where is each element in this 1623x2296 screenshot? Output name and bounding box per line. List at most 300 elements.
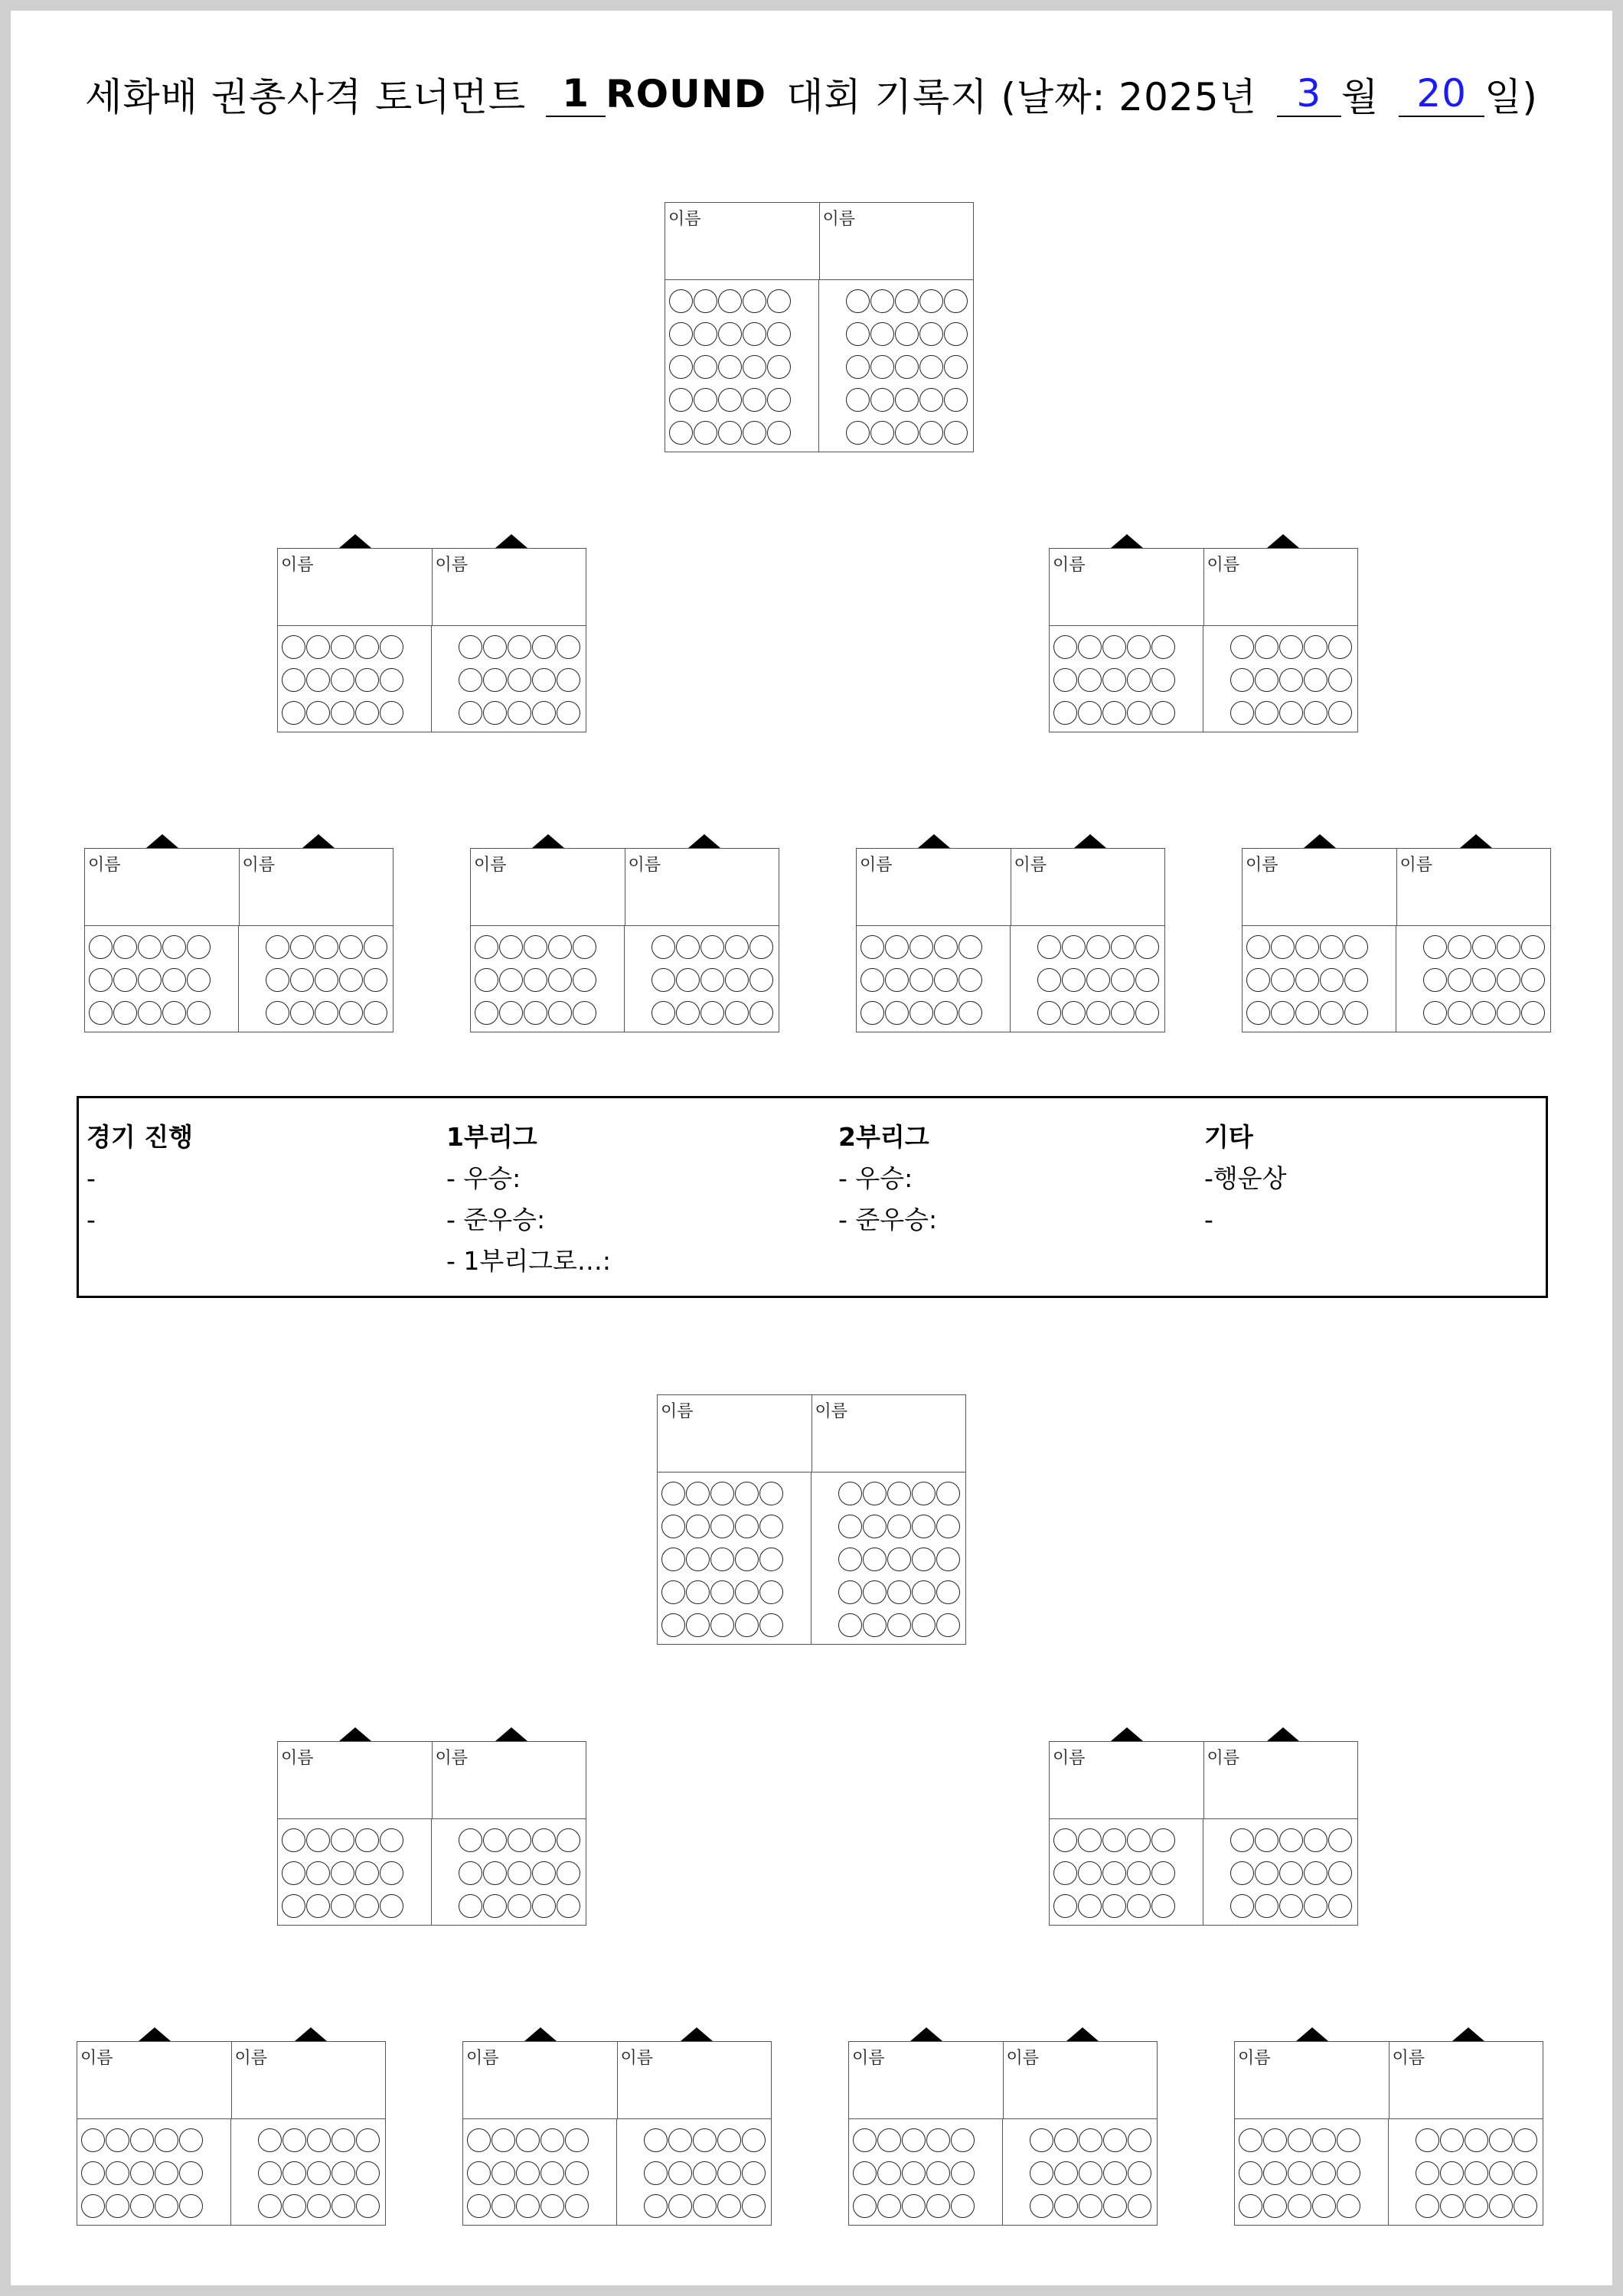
- shot-circle[interactable]: [912, 1580, 936, 1604]
- shot-circle[interactable]: [380, 1828, 403, 1852]
- shot-circle[interactable]: [919, 355, 943, 379]
- shot-circle[interactable]: [1053, 1861, 1077, 1885]
- shot-circle[interactable]: [557, 1894, 580, 1918]
- shot-circle[interactable]: [356, 2128, 380, 2152]
- shot-circle[interactable]: [676, 968, 700, 992]
- shot-circle[interactable]: [735, 1580, 759, 1604]
- shot-circle[interactable]: [958, 968, 982, 992]
- shot-circle[interactable]: [1255, 668, 1278, 692]
- shot-circle[interactable]: [1127, 701, 1151, 725]
- shot-circle[interactable]: [483, 1828, 507, 1852]
- shot-circle[interactable]: [187, 968, 211, 992]
- shot-circle[interactable]: [540, 2128, 564, 2152]
- shot-circle[interactable]: [1037, 1001, 1061, 1025]
- shot-circle[interactable]: [1304, 668, 1327, 692]
- shot-circle[interactable]: [331, 2128, 355, 2152]
- shot-circle[interactable]: [1288, 2128, 1311, 2152]
- shot-circle[interactable]: [725, 1001, 749, 1025]
- shot-circle[interactable]: [1239, 2161, 1262, 2185]
- shot-circle[interactable]: [1472, 968, 1496, 992]
- shot-circle[interactable]: [306, 1894, 330, 1918]
- player-name-field[interactable]: 이름: [1053, 556, 1086, 575]
- shot-circle[interactable]: [331, 2194, 355, 2218]
- player-name-field[interactable]: 이름: [625, 849, 779, 925]
- shot-circle[interactable]: [532, 668, 556, 692]
- shot-circle[interactable]: [710, 1548, 734, 1571]
- player-name-field[interactable]: 이름: [668, 210, 701, 229]
- player-name-field[interactable]: 이름: [852, 2049, 885, 2068]
- player-name-field[interactable]: 이름: [1053, 1749, 1086, 1768]
- shot-circle[interactable]: [1263, 2161, 1287, 2185]
- shot-circle[interactable]: [380, 1894, 403, 1918]
- shot-circle[interactable]: [1128, 2194, 1151, 2218]
- shot-circle[interactable]: [838, 1613, 862, 1637]
- shot-circle[interactable]: [532, 1828, 556, 1852]
- shot-circle[interactable]: [1230, 635, 1254, 659]
- shot-circle[interactable]: [912, 1548, 936, 1571]
- shot-circle[interactable]: [290, 935, 314, 959]
- shot-circle[interactable]: [548, 1001, 572, 1025]
- shot-circle[interactable]: [870, 388, 894, 412]
- shot-circle[interactable]: [339, 1001, 363, 1025]
- shot-circle[interactable]: [1053, 1828, 1077, 1852]
- shot-circle[interactable]: [686, 1482, 710, 1505]
- shot-circle[interactable]: [694, 355, 717, 379]
- shot-circle[interactable]: [306, 701, 330, 725]
- shot-circle[interactable]: [846, 322, 870, 346]
- shot-circle[interactable]: [306, 635, 330, 659]
- shot-circle[interactable]: [1465, 2194, 1488, 2218]
- player-name-field[interactable]: 이름: [860, 856, 893, 875]
- shot-circle[interactable]: [1239, 2194, 1262, 2218]
- shot-circle[interactable]: [331, 635, 354, 659]
- shot-circle[interactable]: [179, 2194, 203, 2218]
- shot-circle[interactable]: [459, 1828, 482, 1852]
- player-name-field[interactable]: 이름: [1203, 1742, 1358, 1818]
- shot-circle[interactable]: [1328, 701, 1352, 725]
- shot-circle[interactable]: [1127, 1894, 1151, 1918]
- shot-circle[interactable]: [936, 1580, 960, 1604]
- shot-circle[interactable]: [951, 2161, 975, 2185]
- shot-circle[interactable]: [863, 1548, 887, 1571]
- shot-circle[interactable]: [282, 635, 305, 659]
- shot-circle[interactable]: [162, 935, 186, 959]
- shot-circle[interactable]: [710, 1613, 734, 1637]
- shot-circle[interactable]: [1030, 2194, 1053, 2218]
- shot-circle[interactable]: [887, 1548, 911, 1571]
- shot-circle[interactable]: [676, 935, 700, 959]
- shot-circle[interactable]: [717, 2128, 741, 2152]
- shot-circle[interactable]: [89, 935, 113, 959]
- shot-circle[interactable]: [926, 2128, 950, 2152]
- shot-circle[interactable]: [1128, 2128, 1151, 2152]
- shot-circle[interactable]: [693, 2128, 717, 2152]
- shot-circle[interactable]: [516, 2128, 540, 2152]
- shot-circle[interactable]: [718, 322, 742, 346]
- shot-circle[interactable]: [767, 355, 791, 379]
- shot-circle[interactable]: [759, 1548, 783, 1571]
- shot-circle[interactable]: [644, 2161, 668, 2185]
- shot-circle[interactable]: [1053, 701, 1077, 725]
- shot-circle[interactable]: [749, 935, 773, 959]
- shot-circle[interactable]: [1127, 635, 1151, 659]
- shot-circle[interactable]: [1230, 701, 1254, 725]
- shot-circle[interactable]: [565, 2194, 589, 2218]
- shot-circle[interactable]: [669, 289, 693, 313]
- shot-circle[interactable]: [944, 355, 968, 379]
- player-name-field[interactable]: 이름: [88, 856, 121, 875]
- shot-circle[interactable]: [742, 2128, 766, 2152]
- shot-circle[interactable]: [1135, 935, 1159, 959]
- shot-circle[interactable]: [743, 322, 766, 346]
- shot-circle[interactable]: [1239, 2128, 1262, 2152]
- player-name-field[interactable]: 이름: [432, 1742, 586, 1818]
- shot-circle[interactable]: [315, 1001, 338, 1025]
- player-name-field[interactable]: 이름: [819, 203, 974, 279]
- shot-circle[interactable]: [282, 2161, 306, 2185]
- shot-circle[interactable]: [1246, 935, 1270, 959]
- shot-circle[interactable]: [694, 421, 717, 445]
- shot-circle[interactable]: [306, 1861, 330, 1885]
- shot-circle[interactable]: [138, 1001, 162, 1025]
- shot-circle[interactable]: [902, 2161, 926, 2185]
- shot-circle[interactable]: [1465, 2128, 1488, 2152]
- shot-circle[interactable]: [1521, 935, 1545, 959]
- shot-circle[interactable]: [355, 1828, 379, 1852]
- shot-circle[interactable]: [749, 1001, 773, 1025]
- shot-circle[interactable]: [1328, 1828, 1352, 1852]
- shot-circle[interactable]: [1230, 1894, 1254, 1918]
- shot-circle[interactable]: [1102, 668, 1126, 692]
- shot-circle[interactable]: [1304, 1828, 1327, 1852]
- shot-circle[interactable]: [331, 668, 354, 692]
- shot-circle[interactable]: [1151, 1894, 1175, 1918]
- shot-circle[interactable]: [380, 635, 403, 659]
- shot-circle[interactable]: [838, 1580, 862, 1604]
- shot-circle[interactable]: [1472, 1001, 1496, 1025]
- shot-circle[interactable]: [364, 1001, 387, 1025]
- shot-circle[interactable]: [258, 2161, 282, 2185]
- shot-circle[interactable]: [912, 1482, 936, 1505]
- shot-circle[interactable]: [282, 1861, 305, 1885]
- shot-circle[interactable]: [1230, 1828, 1254, 1852]
- shot-circle[interactable]: [885, 968, 909, 992]
- shot-circle[interactable]: [315, 935, 338, 959]
- shot-circle[interactable]: [130, 2128, 154, 2152]
- shot-circle[interactable]: [106, 2128, 129, 2152]
- shot-circle[interactable]: [266, 968, 289, 992]
- shot-circle[interactable]: [870, 289, 894, 313]
- shot-circle[interactable]: [459, 635, 482, 659]
- shot-circle[interactable]: [1312, 2128, 1336, 2152]
- shot-circle[interactable]: [1328, 1894, 1352, 1918]
- shot-circle[interactable]: [668, 2161, 692, 2185]
- shot-circle[interactable]: [661, 1613, 685, 1637]
- shot-circle[interactable]: [870, 322, 894, 346]
- player-name-field[interactable]: 이름: [1238, 2049, 1271, 2068]
- shot-circle[interactable]: [1344, 935, 1368, 959]
- shot-circle[interactable]: [516, 2161, 540, 2185]
- shot-circle[interactable]: [1279, 701, 1303, 725]
- shot-circle[interactable]: [912, 1515, 936, 1538]
- shot-circle[interactable]: [1078, 1828, 1102, 1852]
- shot-circle[interactable]: [557, 1861, 580, 1885]
- shot-circle[interactable]: [668, 2194, 692, 2218]
- shot-circle[interactable]: [138, 935, 162, 959]
- shot-circle[interactable]: [936, 1613, 960, 1637]
- shot-circle[interactable]: [661, 1515, 685, 1538]
- shot-circle[interactable]: [877, 2161, 901, 2185]
- player-name-field[interactable]: 이름: [1203, 549, 1358, 625]
- shot-circle[interactable]: [909, 935, 933, 959]
- shot-circle[interactable]: [1079, 2128, 1102, 2152]
- shot-circle[interactable]: [1078, 635, 1102, 659]
- shot-circle[interactable]: [282, 668, 305, 692]
- shot-circle[interactable]: [306, 668, 330, 692]
- shot-circle[interactable]: [573, 968, 596, 992]
- shot-circle[interactable]: [863, 1482, 887, 1505]
- shot-circle[interactable]: [532, 1894, 556, 1918]
- shot-circle[interactable]: [863, 1515, 887, 1538]
- shot-circle[interactable]: [508, 701, 531, 725]
- shot-circle[interactable]: [179, 2161, 203, 2185]
- shot-circle[interactable]: [735, 1515, 759, 1538]
- shot-circle[interactable]: [887, 1613, 911, 1637]
- shot-circle[interactable]: [743, 388, 766, 412]
- shot-circle[interactable]: [1489, 2194, 1513, 2218]
- shot-circle[interactable]: [565, 2128, 589, 2152]
- shot-circle[interactable]: [1030, 2161, 1053, 2185]
- shot-circle[interactable]: [1320, 1001, 1344, 1025]
- shot-circle[interactable]: [936, 1482, 960, 1505]
- shot-circle[interactable]: [1271, 968, 1295, 992]
- shot-circle[interactable]: [179, 2128, 203, 2152]
- player-name-field[interactable]: 이름: [281, 1749, 314, 1768]
- shot-circle[interactable]: [1127, 1828, 1151, 1852]
- shot-circle[interactable]: [557, 1828, 580, 1852]
- shot-circle[interactable]: [1135, 1001, 1159, 1025]
- shot-circle[interactable]: [491, 2128, 515, 2152]
- shot-circle[interactable]: [81, 2128, 105, 2152]
- shot-circle[interactable]: [1423, 968, 1447, 992]
- shot-circle[interactable]: [735, 1482, 759, 1505]
- shot-circle[interactable]: [532, 701, 556, 725]
- shot-circle[interactable]: [258, 2194, 282, 2218]
- shot-circle[interactable]: [895, 388, 919, 412]
- shot-circle[interactable]: [459, 668, 482, 692]
- shot-circle[interactable]: [524, 968, 547, 992]
- shot-circle[interactable]: [1263, 2194, 1287, 2218]
- shot-circle[interactable]: [1151, 1861, 1175, 1885]
- shot-circle[interactable]: [718, 289, 742, 313]
- shot-circle[interactable]: [508, 635, 531, 659]
- shot-circle[interactable]: [1440, 2161, 1464, 2185]
- shot-circle[interactable]: [1102, 635, 1126, 659]
- shot-circle[interactable]: [1079, 2194, 1102, 2218]
- shot-circle[interactable]: [686, 1613, 710, 1637]
- shot-circle[interactable]: [364, 935, 387, 959]
- shot-circle[interactable]: [282, 2194, 306, 2218]
- shot-circle[interactable]: [499, 968, 523, 992]
- shot-circle[interactable]: [1416, 2194, 1439, 2218]
- shot-circle[interactable]: [718, 355, 742, 379]
- shot-circle[interactable]: [951, 2128, 975, 2152]
- shot-circle[interactable]: [863, 1613, 887, 1637]
- shot-circle[interactable]: [573, 935, 596, 959]
- shot-circle[interactable]: [919, 322, 943, 346]
- shot-circle[interactable]: [540, 2194, 564, 2218]
- shot-circle[interactable]: [944, 322, 968, 346]
- shot-circle[interactable]: [902, 2128, 926, 2152]
- shot-circle[interactable]: [838, 1515, 862, 1538]
- shot-circle[interactable]: [1304, 1894, 1327, 1918]
- shot-circle[interactable]: [1079, 2161, 1102, 2185]
- shot-circle[interactable]: [290, 968, 314, 992]
- shot-circle[interactable]: [1111, 1001, 1135, 1025]
- shot-circle[interactable]: [694, 289, 717, 313]
- shot-circle[interactable]: [1521, 968, 1545, 992]
- shot-circle[interactable]: [106, 2194, 129, 2218]
- shot-circle[interactable]: [1037, 935, 1061, 959]
- shot-circle[interactable]: [700, 935, 724, 959]
- shot-circle[interactable]: [1086, 968, 1110, 992]
- shot-circle[interactable]: [355, 1861, 379, 1885]
- shot-circle[interactable]: [1448, 968, 1471, 992]
- shot-circle[interactable]: [1337, 2194, 1360, 2218]
- shot-circle[interactable]: [307, 2161, 331, 2185]
- shot-circle[interactable]: [155, 2128, 178, 2152]
- shot-circle[interactable]: [686, 1515, 710, 1538]
- shot-circle[interactable]: [1304, 701, 1327, 725]
- shot-circle[interactable]: [846, 388, 870, 412]
- shot-circle[interactable]: [557, 635, 580, 659]
- shot-circle[interactable]: [548, 968, 572, 992]
- shot-circle[interactable]: [700, 968, 724, 992]
- shot-circle[interactable]: [651, 1001, 675, 1025]
- shot-circle[interactable]: [934, 935, 958, 959]
- shot-circle[interactable]: [694, 388, 717, 412]
- shot-circle[interactable]: [1078, 701, 1102, 725]
- shot-circle[interactable]: [380, 701, 403, 725]
- shot-circle[interactable]: [1344, 1001, 1368, 1025]
- player-name-field[interactable]: 이름: [1389, 2042, 1543, 2118]
- shot-circle[interactable]: [1102, 1894, 1126, 1918]
- shot-circle[interactable]: [944, 289, 968, 313]
- shot-circle[interactable]: [339, 968, 363, 992]
- shot-circle[interactable]: [1102, 1828, 1126, 1852]
- shot-circle[interactable]: [926, 2194, 950, 2218]
- shot-circle[interactable]: [1230, 1861, 1254, 1885]
- player-name-field[interactable]: 이름: [1003, 2042, 1158, 2118]
- shot-circle[interactable]: [1263, 2128, 1287, 2152]
- shot-circle[interactable]: [725, 968, 749, 992]
- shot-circle[interactable]: [661, 1548, 685, 1571]
- shot-circle[interactable]: [1230, 668, 1254, 692]
- shot-circle[interactable]: [282, 2128, 306, 2152]
- shot-circle[interactable]: [1255, 1861, 1278, 1885]
- shot-circle[interactable]: [355, 701, 379, 725]
- shot-circle[interactable]: [459, 1894, 482, 1918]
- shot-circle[interactable]: [1288, 2194, 1311, 2218]
- shot-circle[interactable]: [870, 355, 894, 379]
- shot-circle[interactable]: [1279, 668, 1303, 692]
- shot-circle[interactable]: [106, 2161, 129, 2185]
- shot-circle[interactable]: [919, 289, 943, 313]
- shot-circle[interactable]: [651, 935, 675, 959]
- shot-circle[interactable]: [1497, 935, 1520, 959]
- shot-circle[interactable]: [573, 1001, 596, 1025]
- shot-circle[interactable]: [331, 1828, 354, 1852]
- shot-circle[interactable]: [483, 635, 507, 659]
- shot-circle[interactable]: [1344, 968, 1368, 992]
- shot-circle[interactable]: [1053, 668, 1077, 692]
- shot-circle[interactable]: [860, 935, 884, 959]
- shot-circle[interactable]: [644, 2128, 668, 2152]
- shot-circle[interactable]: [895, 421, 919, 445]
- shot-circle[interactable]: [846, 355, 870, 379]
- shot-circle[interactable]: [1448, 935, 1471, 959]
- shot-circle[interactable]: [1416, 2128, 1439, 2152]
- shot-circle[interactable]: [1054, 2161, 1078, 2185]
- shot-circle[interactable]: [1151, 668, 1175, 692]
- shot-circle[interactable]: [887, 1580, 911, 1604]
- shot-circle[interactable]: [700, 1001, 724, 1025]
- shot-circle[interactable]: [767, 289, 791, 313]
- shot-circle[interactable]: [909, 968, 933, 992]
- shot-circle[interactable]: [130, 2194, 154, 2218]
- shot-circle[interactable]: [885, 935, 909, 959]
- shot-circle[interactable]: [887, 1482, 911, 1505]
- player-name-field[interactable]: 이름: [281, 556, 314, 575]
- shot-circle[interactable]: [540, 2161, 564, 2185]
- shot-circle[interactable]: [1472, 935, 1496, 959]
- shot-circle[interactable]: [282, 701, 305, 725]
- shot-circle[interactable]: [735, 1613, 759, 1637]
- shot-circle[interactable]: [1103, 2161, 1127, 2185]
- shot-circle[interactable]: [1062, 1001, 1086, 1025]
- shot-circle[interactable]: [1423, 1001, 1447, 1025]
- shot-circle[interactable]: [475, 968, 498, 992]
- shot-circle[interactable]: [356, 2194, 380, 2218]
- shot-circle[interactable]: [1279, 1861, 1303, 1885]
- shot-circle[interactable]: [508, 1861, 531, 1885]
- shot-circle[interactable]: [877, 2194, 901, 2218]
- shot-circle[interactable]: [853, 2194, 877, 2218]
- shot-circle[interactable]: [516, 2194, 540, 2218]
- shot-circle[interactable]: [1304, 1861, 1327, 1885]
- shot-circle[interactable]: [81, 2161, 105, 2185]
- shot-circle[interactable]: [1102, 701, 1126, 725]
- shot-circle[interactable]: [767, 421, 791, 445]
- shot-circle[interactable]: [759, 1482, 783, 1505]
- shot-circle[interactable]: [686, 1548, 710, 1571]
- shot-circle[interactable]: [1135, 968, 1159, 992]
- shot-circle[interactable]: [934, 1001, 958, 1025]
- shot-circle[interactable]: [1062, 935, 1086, 959]
- shot-circle[interactable]: [1054, 2128, 1078, 2152]
- shot-circle[interactable]: [661, 1482, 685, 1505]
- shot-circle[interactable]: [339, 935, 363, 959]
- shot-circle[interactable]: [759, 1613, 783, 1637]
- shot-circle[interactable]: [1514, 2161, 1537, 2185]
- shot-circle[interactable]: [1037, 968, 1061, 992]
- shot-circle[interactable]: [895, 322, 919, 346]
- shot-circle[interactable]: [909, 1001, 933, 1025]
- shot-circle[interactable]: [155, 2194, 178, 2218]
- shot-circle[interactable]: [155, 2161, 178, 2185]
- shot-circle[interactable]: [290, 1001, 314, 1025]
- shot-circle[interactable]: [1078, 668, 1102, 692]
